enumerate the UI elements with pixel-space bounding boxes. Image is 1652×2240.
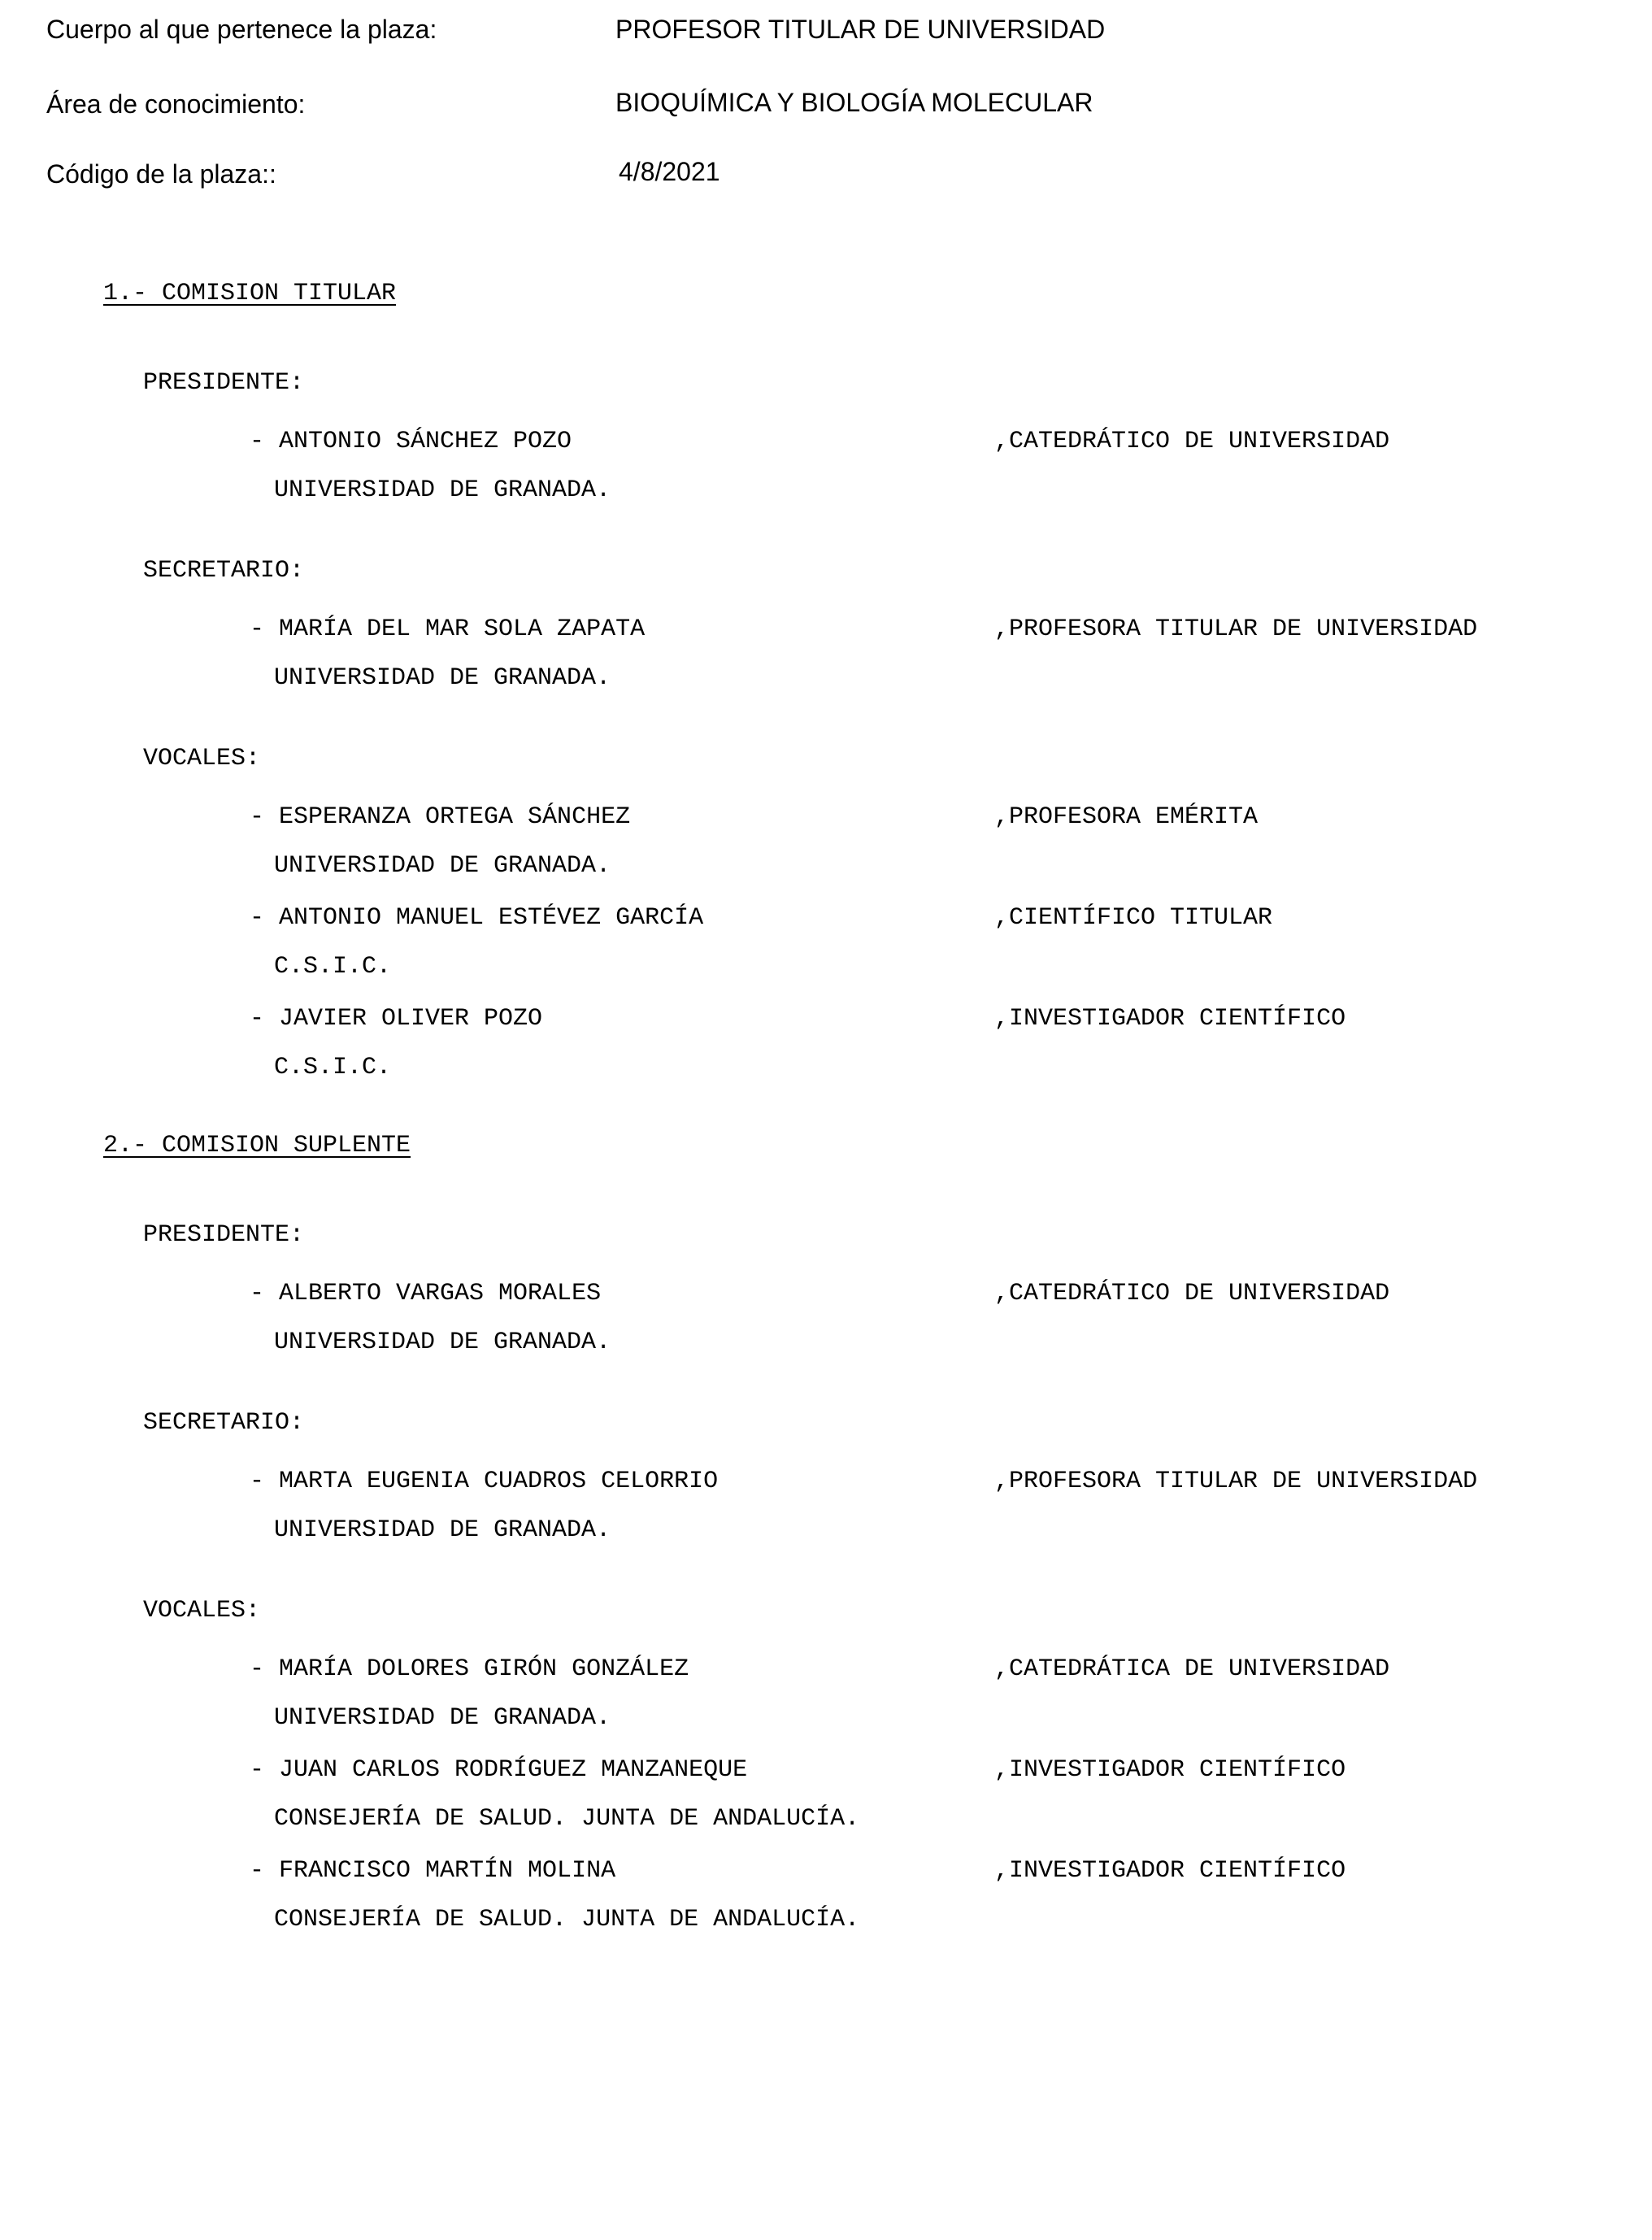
titular-secretario-label: SECRETARIO: (143, 557, 305, 585)
codigo-value: 4/8/2021 (619, 157, 720, 186)
titular-secretario-institution: UNIVERSIDAD DE GRANADA. (274, 664, 611, 692)
suplente-vocal-3-role: ,INVESTIGADOR CIENTÍFICO (994, 1857, 1346, 1885)
titular-presidente-label: PRESIDENTE: (143, 369, 305, 397)
suplente-vocal-3-institution: CONSEJERÍA DE SALUD. JUNTA DE ANDALUCÍA. (274, 1906, 860, 1933)
suplente-presidente-name: - ALBERTO VARGAS MORALES (250, 1280, 602, 1307)
titular-vocal-2-institution: C.S.I.C. (274, 953, 392, 981)
titular-vocal-3-institution: C.S.I.C. (274, 1054, 392, 1081)
titular-vocal-2-name: - ANTONIO MANUEL ESTÉVEZ GARCÍA (250, 904, 704, 932)
suplente-vocal-1-institution: UNIVERSIDAD DE GRANADA. (274, 1704, 611, 1732)
titular-secretario-name: - MARÍA DEL MAR SOLA ZAPATA (250, 615, 646, 643)
area-label: Área de conocimiento: (46, 89, 306, 119)
titular-vocal-1-name: - ESPERANZA ORTEGA SÁNCHEZ (250, 803, 631, 831)
titular-presidente-name: - ANTONIO SÁNCHEZ POZO (250, 428, 572, 455)
codigo-label: Código de la plaza:: (46, 159, 276, 189)
suplente-vocales-label: VOCALES: (143, 1597, 261, 1625)
cuerpo-value: PROFESOR TITULAR DE UNIVERSIDAD (615, 15, 1106, 44)
section-heading-titular: 1.- COMISION TITULAR (103, 280, 397, 307)
suplente-presidente-role: ,CATEDRÁTICO DE UNIVERSIDAD (994, 1280, 1390, 1307)
suplente-presidente-institution: UNIVERSIDAD DE GRANADA. (274, 1329, 611, 1356)
titular-vocal-1-institution: UNIVERSIDAD DE GRANADA. (274, 852, 611, 880)
suplente-vocal-2-name: - JUAN CARLOS RODRÍGUEZ MANZANEQUE (250, 1756, 748, 1784)
titular-vocal-2-role: ,CIENTÍFICO TITULAR (994, 904, 1273, 932)
titular-vocales-label: VOCALES: (143, 745, 261, 772)
suplente-vocal-2-role: ,INVESTIGADOR CIENTÍFICO (994, 1756, 1346, 1784)
suplente-vocal-3-name: - FRANCISCO MARTÍN MOLINA (250, 1857, 616, 1885)
titular-presidente-institution: UNIVERSIDAD DE GRANADA. (274, 476, 611, 504)
titular-vocal-3-role: ,INVESTIGADOR CIENTÍFICO (994, 1005, 1346, 1033)
suplente-secretario-role: ,PROFESORA TITULAR DE UNIVERSIDAD (994, 1468, 1478, 1495)
suplente-secretario-institution: UNIVERSIDAD DE GRANADA. (274, 1516, 611, 1544)
suplente-secretario-name: - MARTA EUGENIA CUADROS CELORRIO (250, 1468, 719, 1495)
titular-vocal-3-name: - JAVIER OLIVER POZO (250, 1005, 543, 1033)
titular-presidente-role: ,CATEDRÁTICO DE UNIVERSIDAD (994, 428, 1390, 455)
suplente-vocal-1-role: ,CATEDRÁTICA DE UNIVERSIDAD (994, 1655, 1390, 1683)
suplente-vocal-2-institution: CONSEJERÍA DE SALUD. JUNTA DE ANDALUCÍA. (274, 1805, 860, 1833)
titular-secretario-role: ,PROFESORA TITULAR DE UNIVERSIDAD (994, 615, 1478, 643)
cuerpo-label: Cuerpo al que pertenece la plaza: (46, 15, 437, 44)
area-value: BIOQUÍMICA Y BIOLOGÍA MOLECULAR (615, 88, 1093, 117)
suplente-secretario-label: SECRETARIO: (143, 1409, 305, 1437)
suplente-presidente-label: PRESIDENTE: (143, 1221, 305, 1249)
suplente-vocal-1-name: - MARÍA DOLORES GIRÓN GONZÁLEZ (250, 1655, 689, 1683)
titular-vocal-1-role: ,PROFESORA EMÉRITA (994, 803, 1259, 831)
section-heading-suplente: 2.- COMISION SUPLENTE (103, 1132, 411, 1159)
